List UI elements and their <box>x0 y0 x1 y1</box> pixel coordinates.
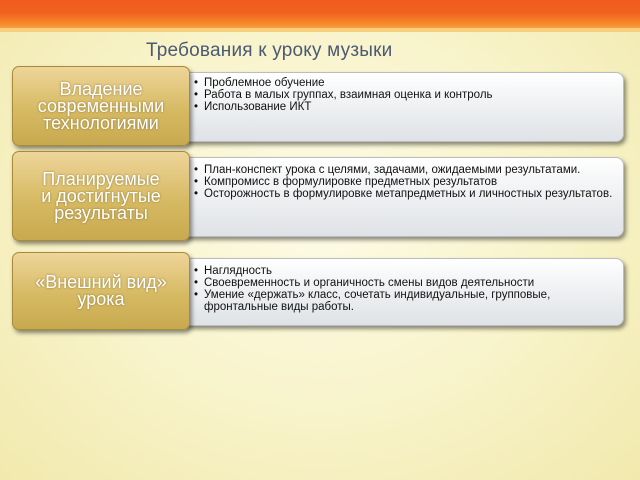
requirement-list <box>193 164 618 200</box>
list-item: • Умение «держать» класс, сочетать индивидуальные, групповые, фронтальные виды работы. <box>193 289 618 313</box>
heading-line: результаты <box>54 202 148 223</box>
list-item: • Компромисс в формулировке предметных результатов <box>193 176 618 188</box>
heading-line: технологиями <box>43 112 159 133</box>
heading-line: Планируемые <box>42 168 160 189</box>
top-bar <box>0 0 640 32</box>
requirement-row-appearance <box>0 252 640 330</box>
list-item: • Использование ИКТ <box>193 101 618 113</box>
requirement-list <box>193 265 618 313</box>
list-item: • Проблемное обучение <box>193 77 618 89</box>
slide-title: Требования к уроку музыки <box>146 40 393 61</box>
heading-line: современными <box>37 95 165 116</box>
requirement-row-results <box>0 151 640 241</box>
heading-line: урока <box>77 289 125 309</box>
heading-box-results <box>12 151 190 241</box>
list-item: • Своевременность и органичность смены видов деятельности <box>193 277 618 289</box>
heading-text <box>35 274 167 308</box>
list-item: • Наглядность <box>193 265 618 277</box>
list-item: • Работа в малых группах, взаимная оценка и контроль <box>193 89 618 101</box>
heading-line: и достигнутые <box>41 185 161 206</box>
heading-box-technologies <box>12 66 190 146</box>
heading-text <box>37 78 165 133</box>
heading-line: Владение <box>59 78 143 99</box>
list-item: • План-конспект урока с целями, задачами, ожидаемыми результатами. <box>193 164 618 176</box>
heading-box-appearance <box>12 252 190 330</box>
heading-line: «Внешний вид» <box>35 272 167 292</box>
list-item: • Осторожность в формулировке метапредметных и личностных результатов. <box>193 188 618 200</box>
heading-text <box>41 168 161 223</box>
requirement-row-technologies <box>0 66 640 146</box>
requirement-list <box>193 77 618 113</box>
